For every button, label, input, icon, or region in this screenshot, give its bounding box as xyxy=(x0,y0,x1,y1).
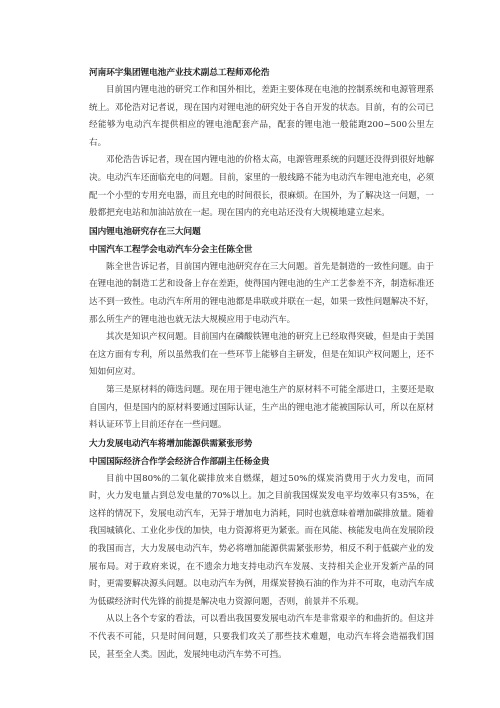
paragraph: 第三是原材料的筛选问题。现在用于锂电池生产的原材料不可能全部进口，主要还是取自国内，但是国内的原材料要通过国际认证，生产出的锂电池才能被国际认可，所以在原材料认证环节上目前还存在一些问题。 xyxy=(89,384,434,431)
section-heading: 河南环宇集团锂电池产业技术副总工程师邓伦浩 xyxy=(89,68,270,78)
paragraph: 其次是知识产权问题。目前国内在磷酸铁锂电池的研究上已经取得突破，但是由于美国在这方面有专利，所以虽然我们在一些环节上能够自主研发，但是在知识产权问题上，还不知如何应对。 xyxy=(89,332,434,378)
section-subheading: 中国国际经济合作学会经济合作部副主任杨金贵 xyxy=(89,456,270,467)
paragraph: 从以上各个专家的看法，可以看出我国要发展电动汽车是非常艰辛的和曲折的。但这并不代表不可能，只是时间问题，只要我们攻关了那些技术难题，电动汽车将会造福我们国民，甚至全人类。因此，发展纯电动汽车势不可挡。 xyxy=(89,614,434,660)
paragraph: 目前国内锂电池的研究工作和国外相比，差距主要体现在电池的控制系统和电源管理系统上。邓伦浩对记者说，现在国内对锂电池的研究处于各自开发的状态。目前，有的公司已经能够为电动汽车提供相应的锂电池配套产品，配套的锂电池一般能跑200~500公里左右。 xyxy=(89,85,434,148)
section-heading: 大力发展电动汽车将增加能源供需紧张形势 xyxy=(89,438,253,449)
paragraph: 邓伦浩告诉记者，现在国内锂电池的价格太高，电源管理系统的问题还没得到很好地解决。电动汽车还面临充电的问题。目前，家里的一般线路不能为电动汽车锂电池充电，必须配一个小型的专用充电器，而且充电的时间很长，很麻烦。在国外，为了解决这一问题，一般都把充电站和加油站放在一起。现在国内的充电站还没有大规模地建立起来。 xyxy=(89,155,434,219)
paragraph: 陈全世告诉记者，目前国内锂电池研究存在三大问题。首先是制造的一致性问题。由于在锂电池的制造工艺和设备上存在差距，使得国内锂电池的生产工艺参差不齐，制造标准还达不到一致性。电动汽车所用的锂电池都是串联或并联在一起，如果一致性问题解决不好，那么所生产的锂电池也就无法大规模应用于电动汽车。 xyxy=(89,261,434,325)
section-subheading: 中国汽车工程学会电动汽车分会主任陈全世 xyxy=(89,244,253,255)
section-heading: 国内锂电池研究存在三大问题 xyxy=(89,226,201,237)
paragraph: 目前中国80%的二氧化碳排放来自燃煤，超过50%的煤炭消费用于火力发电，而同时，火力发电量占到总发电量的70%以上。加之目前我国煤炭发电平均效率只有35%，在这样的情况下，发展电动汽车，无异于增加电力消耗，同时也就意味着增加碳排放量。随着我国城镇化、工业化步伐的加快，电力资源将更为紧张。而在风能、核能发电尚在发展阶段的我国而言，大力发展电动汽车，势必将增加能源供需紧张形势，相反不利于低碳产业的发展布局。对于政府来说，在不遗余力地支持电动汽车发展、支持相关企业开发新产品的同时，更需要解决源头问题。以电动汽车为例，用煤炭替换石油的作为并不可取，电动汽车成为低碳经济时代先锋的前提是解决电力资源问题，否则，前景并不乐观。 xyxy=(89,473,434,607)
